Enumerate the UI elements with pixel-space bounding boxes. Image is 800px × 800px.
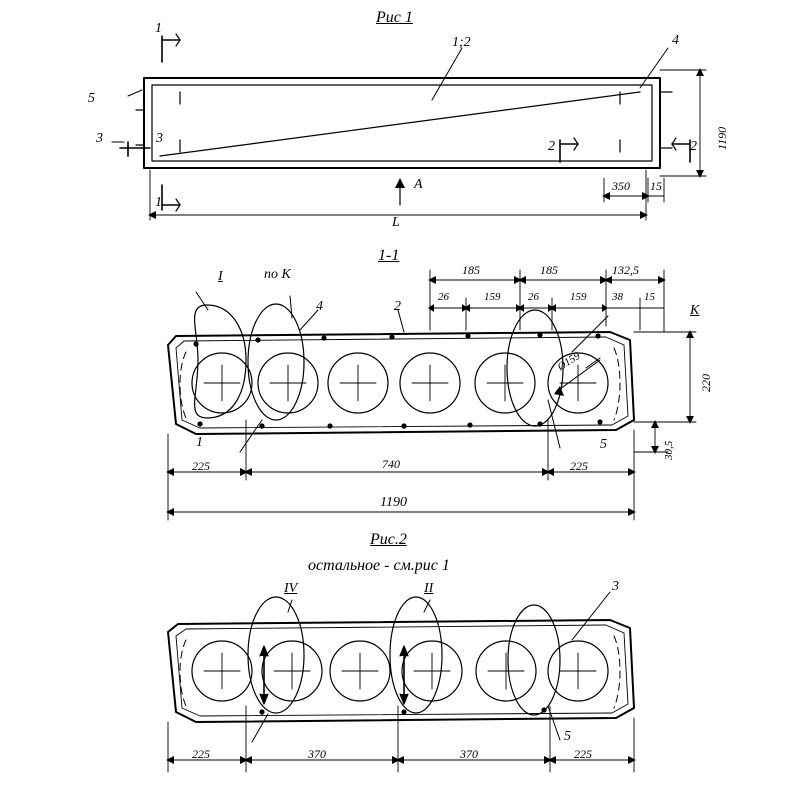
fig1-dim-L: L <box>392 215 400 230</box>
section-callout-1: 1 <box>196 435 203 450</box>
fig1-section-label-2-right: 2 <box>690 139 697 154</box>
section-dim-159-a: 159 <box>484 291 501 303</box>
section-dim-1190: 1190 <box>380 495 407 510</box>
fig2-dim-225-right: 225 <box>574 747 592 761</box>
fig1-callout-4: 4 <box>672 33 679 48</box>
fig1-dim-height <box>660 68 706 178</box>
section-voids <box>192 349 608 413</box>
fig2-subtitle: остальное - см.рис 1 <box>308 557 450 574</box>
fig1-dim-15: 15 <box>650 179 662 193</box>
fig1-dim-1190: 1190 <box>715 126 729 150</box>
section-detail-label-I: I <box>218 269 223 284</box>
section-dim-right <box>634 330 696 454</box>
fig1-section-label-1-top: 1 <box>155 21 162 36</box>
fig2-detail-label-II: II <box>424 581 434 596</box>
section-diameter-159: Ø159 <box>555 349 583 374</box>
fig1-arrow-label-A: A <box>414 177 423 192</box>
section-callout-2: 2 <box>394 299 401 314</box>
fig1-callout-1-2: 1;2 <box>452 35 471 50</box>
section-dim-38: 38 <box>612 291 623 303</box>
section-dim-220: 220 <box>699 374 713 392</box>
fig2-dim-370-b: 370 <box>460 747 478 761</box>
section-dim-26-b: 26 <box>528 291 539 303</box>
fig2-dim-225-left: 225 <box>192 747 210 761</box>
fig1-geometry <box>136 78 672 168</box>
fig1-section-label-1-bottom: 1 <box>155 195 162 210</box>
fig1-callout-3-left: 3 <box>96 131 103 146</box>
fig1-section-marks-3 <box>120 142 150 156</box>
section-dim-26-a: 26 <box>438 291 449 303</box>
section-dim-225-right: 225 <box>570 459 588 473</box>
fig1-section-marks-2 <box>560 138 690 162</box>
section-embed-dots <box>193 332 602 428</box>
fig1-arrow-A <box>395 178 405 205</box>
section-dim-159-b: 159 <box>570 291 587 303</box>
fig1-callout-3-inner: 3 <box>156 131 163 146</box>
fig2-callout-5: 5 <box>564 729 571 744</box>
fig2-callout-3: 3 <box>612 579 619 594</box>
fig2-dim-370-a: 370 <box>308 747 326 761</box>
fig1-title: Рис 1 <box>376 9 413 26</box>
fig1-dim-L <box>148 170 648 220</box>
section-dim-30-5: 30,5 <box>663 440 675 460</box>
section-dim-132-5: 132,5 <box>612 263 639 277</box>
section-dim-225-left: 225 <box>192 459 210 473</box>
section-title: 1-1 <box>378 247 400 264</box>
section-dim-15: 15 <box>644 291 655 303</box>
fig2-detail-label-IV: IV <box>284 581 298 596</box>
section-label-po-K: по К <box>264 267 291 282</box>
fig1-section-marks-1 <box>162 34 180 211</box>
section-callout-5: 5 <box>600 437 607 452</box>
fig1-dim-350: 350 <box>612 179 630 193</box>
fig1-callout-5: 5 <box>88 91 95 106</box>
fig2-geometry <box>168 597 634 722</box>
fig2-title: Рис.2 <box>370 531 407 548</box>
section-dim-185-a: 185 <box>462 263 480 277</box>
section-callout-4: 4 <box>316 299 323 314</box>
fig1-leaders <box>112 48 668 142</box>
section-dim-185-b: 185 <box>540 263 558 277</box>
section-label-K: К <box>690 303 700 318</box>
section-dim-740: 740 <box>382 457 400 471</box>
fig1-section-label-2-left: 2 <box>548 139 555 154</box>
section-dim-top <box>428 270 666 332</box>
